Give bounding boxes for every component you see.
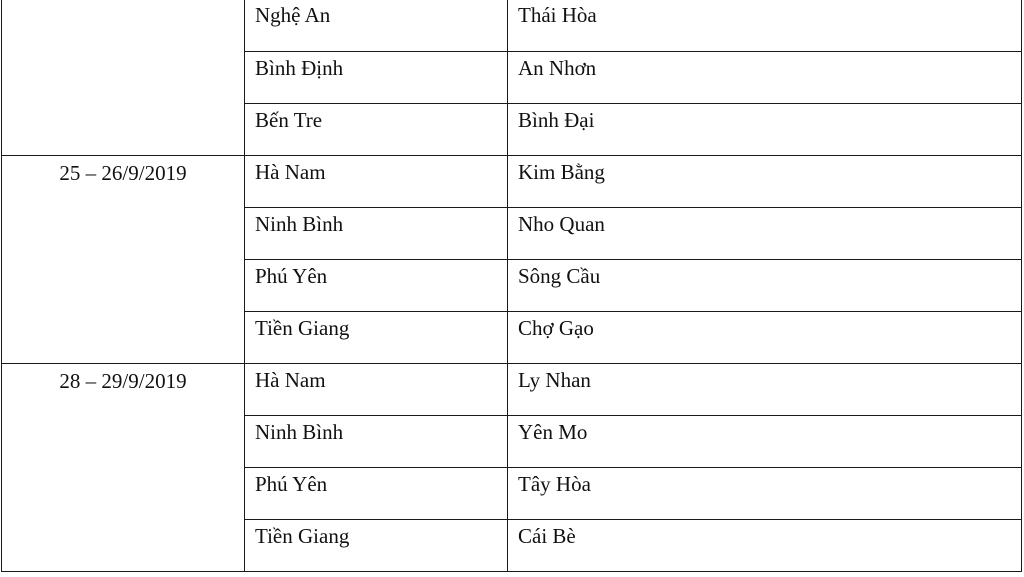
province-cell: Hà Nam (245, 363, 508, 415)
schedule-table (1, 0, 1022, 572)
date-cell (2, 0, 245, 155)
table-row (2, 0, 1022, 51)
district-cell: Bình Đại (508, 103, 1022, 155)
province-cell: Nghệ An (245, 0, 508, 51)
province-cell: Tiền Giang (245, 311, 508, 363)
district-cell: Yên Mo (508, 415, 1022, 467)
district-cell: Thái Hòa (508, 0, 1022, 51)
table-row (2, 155, 1022, 207)
district-cell: Nho Quan (508, 207, 1022, 259)
schedule-table-body (2, 0, 1022, 571)
district-cell: Ly Nhan (508, 363, 1022, 415)
province-cell: Phú Yên (245, 467, 508, 519)
district-cell: Tây Hòa (508, 467, 1022, 519)
date-cell: 28 – 29/9/2019 (2, 363, 245, 571)
table-row (2, 363, 1022, 415)
district-cell: An Nhơn (508, 51, 1022, 103)
date-cell: 25 – 26/9/2019 (2, 155, 245, 363)
province-cell: Ninh Bình (245, 207, 508, 259)
district-cell: Sông Cầu (508, 259, 1022, 311)
province-cell: Hà Nam (245, 155, 508, 207)
province-cell: Bến Tre (245, 103, 508, 155)
district-cell: Kim Bằng (508, 155, 1022, 207)
district-cell: Chợ Gạo (508, 311, 1022, 363)
province-cell: Tiền Giang (245, 519, 508, 571)
province-cell: Phú Yên (245, 259, 508, 311)
province-cell: Ninh Bình (245, 415, 508, 467)
province-cell: Bình Định (245, 51, 508, 103)
district-cell: Cái Bè (508, 519, 1022, 571)
